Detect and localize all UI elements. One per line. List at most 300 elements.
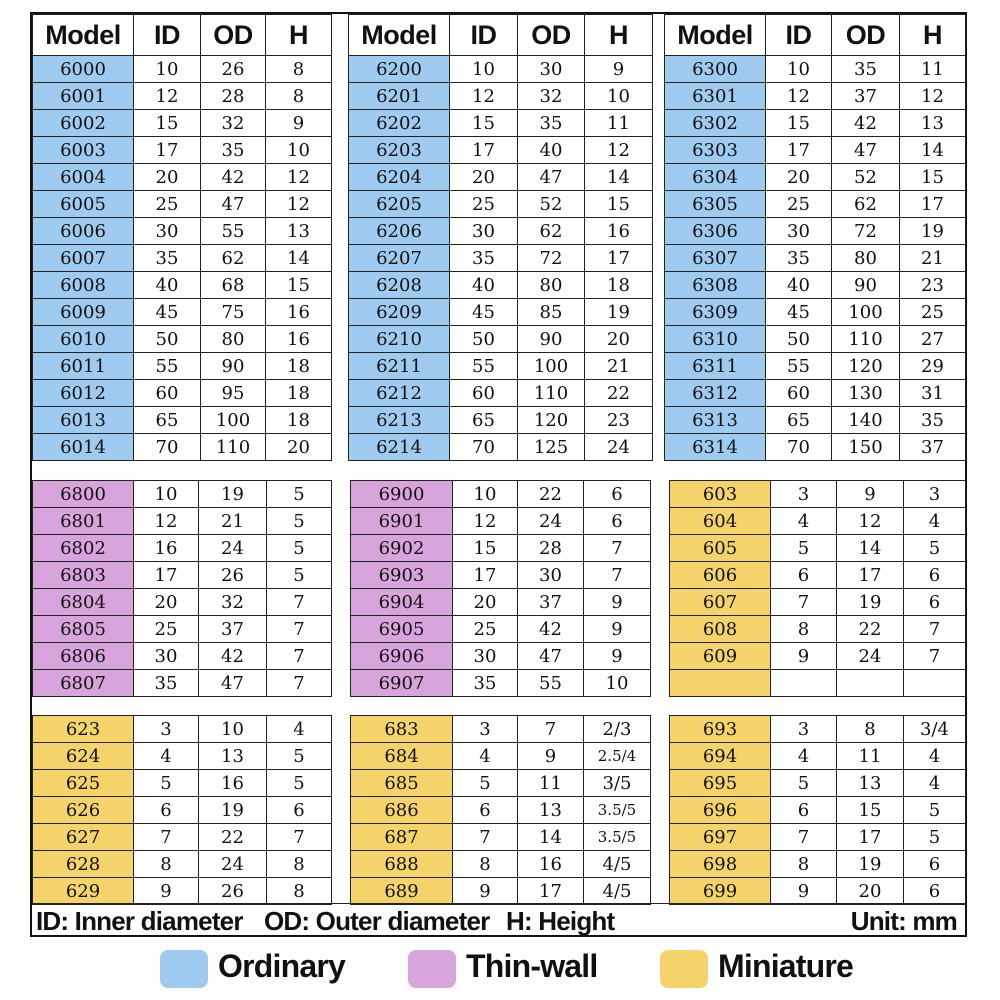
table-row [670,743,966,770]
inner-diameter-cell: 60 [450,380,518,407]
height-cell: 21 [900,245,966,272]
model-cell: 624 [33,743,134,770]
outer-diameter-cell: 37 [518,589,584,616]
header-od: OD [518,15,585,56]
outer-diameter-cell: 10 [199,716,267,743]
height-cell: 9 [584,589,651,616]
height-cell: 19 [900,218,966,245]
outer-diameter-cell: 68 [201,272,266,299]
height-cell: 7 [267,616,332,643]
model-cell: 6206 [349,218,450,245]
table-row [351,535,651,562]
ordinary-label: Ordinary [218,948,345,984]
height-cell: 9 [584,616,651,643]
table-row [349,218,653,245]
height-cell: 8 [267,851,332,878]
table-row [349,353,653,380]
table-row [351,481,651,508]
model-cell: 6006 [33,218,134,245]
outer-diameter-cell: 42 [832,110,900,137]
outer-diameter-cell: 80 [518,272,585,299]
model-cell: 685 [351,770,453,797]
table-row [349,191,653,218]
outer-diameter-cell: 28 [518,535,584,562]
inner-diameter-cell: 10 [450,56,518,83]
height-cell: 35 [900,407,966,434]
table-row [33,56,332,83]
header-h: H [900,15,966,56]
model-cell: 6004 [33,164,134,191]
table-row [33,272,332,299]
inner-diameter-cell: 5 [453,770,518,797]
outer-diameter-cell: 17 [837,562,904,589]
table-row [33,326,332,353]
table-row [33,824,332,851]
table-row [349,56,653,83]
inner-diameter-cell: 30 [450,218,518,245]
table-row [33,616,332,643]
h-definition: H: Height [506,906,615,936]
height-cell: 3.5/5 [584,824,651,851]
model-cell: 6214 [349,434,450,461]
inner-diameter-cell: 20 [453,589,518,616]
height-cell: 3/5 [584,770,651,797]
inner-diameter-cell: 4 [134,743,199,770]
height-cell: 27 [900,326,966,353]
model-cell: 604 [670,508,771,535]
outer-diameter-cell: 42 [518,616,584,643]
table-row [351,797,651,824]
table-row [351,643,651,670]
height-cell: 5 [267,535,332,562]
table-row [665,245,966,272]
header-od: OD [201,15,266,56]
height-cell: 4 [267,716,332,743]
height-cell: 8 [267,878,332,905]
miniature-680-series-table [350,715,650,905]
model-cell: 6303 [665,137,766,164]
inner-diameter-cell: 45 [134,299,201,326]
model-cell: 607 [670,589,771,616]
height-cell: 9 [266,110,332,137]
outer-diameter-cell: 55 [518,670,584,697]
inner-diameter-cell: 3 [453,716,518,743]
inner-diameter-cell: 12 [134,83,201,110]
inner-diameter-cell: 6 [134,797,199,824]
model-cell: 6306 [665,218,766,245]
model-cell: 6300 [665,56,766,83]
model-cell: 609 [670,643,771,670]
inner-diameter-cell: 65 [766,407,832,434]
height-cell: 37 [900,434,966,461]
height-cell: 7 [904,616,966,643]
outer-diameter-cell: 110 [201,434,266,461]
table-row [33,434,332,461]
outer-diameter-cell: 90 [201,353,266,380]
table-row [351,670,651,697]
inner-diameter-cell: 25 [766,191,832,218]
table-row [33,743,332,770]
height-cell: 5 [267,770,332,797]
inner-diameter-cell: 30 [134,218,201,245]
outer-diameter-cell: 52 [518,191,585,218]
outer-diameter-cell: 150 [832,434,900,461]
outer-diameter-cell: 110 [832,326,900,353]
table-row [670,643,966,670]
inner-diameter-cell: 30 [453,643,518,670]
model-cell: 6007 [33,245,134,272]
table-row [351,589,651,616]
height-cell: 25 [900,299,966,326]
inner-diameter-cell: 20 [134,164,201,191]
model-cell: 696 [670,797,771,824]
table-row [349,326,653,353]
table-row [351,851,651,878]
height-cell: 5 [904,535,966,562]
model-cell: 6800 [33,481,134,508]
inner-diameter-cell: 8 [453,851,518,878]
table-row [665,407,966,434]
model-cell: 6009 [33,299,134,326]
model-cell: 688 [351,851,453,878]
inner-diameter-cell: 7 [771,824,837,851]
outer-diameter-cell: 95 [201,380,266,407]
model-cell: 693 [670,716,771,743]
height-cell: 14 [266,245,332,272]
inner-diameter-cell: 10 [134,56,201,83]
header-model: Model [665,15,766,56]
outer-diameter-cell: 52 [832,164,900,191]
model-cell: 6903 [351,562,453,589]
inner-diameter-cell: 50 [766,326,832,353]
table-row [33,110,332,137]
model-cell: 695 [670,770,771,797]
model-cell: 6901 [351,508,453,535]
inner-diameter-cell: 5 [771,770,837,797]
model-cell: 6308 [665,272,766,299]
height-cell: 31 [900,380,966,407]
model-cell: 6312 [665,380,766,407]
model-cell: 6001 [33,83,134,110]
table-row [665,83,966,110]
inner-diameter-cell: 60 [134,380,201,407]
inner-diameter-cell: 6 [771,562,837,589]
outer-diameter-cell: 19 [199,797,267,824]
outer-diameter-cell: 11 [518,770,584,797]
height-cell: 14 [900,137,966,164]
height-cell: 11 [585,110,653,137]
outer-diameter-cell: 47 [518,164,585,191]
header-id: ID [134,15,201,56]
outer-diameter-cell: 120 [832,353,900,380]
table-row [33,797,332,824]
height-cell: 4/5 [584,878,651,905]
inner-diameter-cell: 3 [771,716,837,743]
table-row [665,272,966,299]
height-cell: 29 [900,353,966,380]
height-cell: 10 [266,137,332,164]
outer-diameter-cell: 72 [832,218,900,245]
height-cell: 17 [900,191,966,218]
height-cell: 13 [900,110,966,137]
outer-diameter-cell: 21 [199,508,267,535]
inner-diameter-cell: 8 [134,851,199,878]
model-cell: 6907 [351,670,453,697]
header-h: H [266,15,332,56]
outer-diameter-cell: 24 [199,535,267,562]
table-row [351,824,651,851]
outer-diameter-cell: 100 [201,407,266,434]
inner-diameter-cell: 3 [771,481,837,508]
model-cell: 6013 [33,407,134,434]
inner-diameter-cell: 17 [134,137,201,164]
height-cell: 3 [904,481,966,508]
table-row [349,272,653,299]
model-cell: 625 [33,770,134,797]
table-row [670,851,966,878]
outer-diameter-cell: 35 [201,137,266,164]
table-row [665,299,966,326]
model-cell: 6310 [665,326,766,353]
height-cell: 23 [900,272,966,299]
height-cell: 18 [266,353,332,380]
inner-diameter-cell: 65 [134,407,201,434]
height-cell [904,670,966,697]
inner-diameter-cell: 9 [771,643,837,670]
miniature-label: Miniature [718,948,854,984]
model-cell: 628 [33,851,134,878]
inner-diameter-cell: 7 [771,589,837,616]
outer-diameter-cell: 28 [201,83,266,110]
model-cell: 6905 [351,616,453,643]
outer-diameter-cell: 30 [518,562,584,589]
outer-diameter-cell: 75 [201,299,266,326]
model-cell: 6008 [33,272,134,299]
height-cell: 23 [585,407,653,434]
model-cell: 6005 [33,191,134,218]
model-cell: 6003 [33,137,134,164]
outer-diameter-cell: 90 [518,326,585,353]
outer-diameter-cell: 85 [518,299,585,326]
height-cell: 7 [267,643,332,670]
table-row [670,562,966,589]
inner-diameter-cell: 55 [450,353,518,380]
model-cell: 623 [33,716,134,743]
height-cell: 6 [904,562,966,589]
abbreviation-footer [32,903,965,938]
inner-diameter-cell: 17 [453,562,518,589]
inner-diameter-cell: 6 [453,797,518,824]
table-row [33,589,332,616]
model-cell: 605 [670,535,771,562]
outer-diameter-cell: 9 [518,743,584,770]
height-cell: 8 [266,56,332,83]
table-row [351,716,651,743]
height-cell: 5 [267,508,332,535]
table-row [665,56,966,83]
model-cell: 6906 [351,643,453,670]
header-id: ID [450,15,518,56]
outer-diameter-cell: 62 [832,191,900,218]
outer-diameter-cell: 125 [518,434,585,461]
inner-diameter-cell: 4 [771,743,837,770]
outer-diameter-cell: 22 [199,824,267,851]
thin-wall-swatch [408,950,456,988]
height-cell: 6 [904,851,966,878]
model-cell: 6304 [665,164,766,191]
model-cell: 6011 [33,353,134,380]
inner-diameter-cell: 20 [450,164,518,191]
outer-diameter-cell: 16 [518,851,584,878]
height-cell: 7 [584,535,651,562]
model-cell: 6314 [665,434,766,461]
table-row [665,137,966,164]
inner-diameter-cell: 60 [766,380,832,407]
table-row [33,508,332,535]
miniature-620-series-table [32,715,331,905]
inner-diameter-cell: 9 [453,878,518,905]
model-cell: 683 [351,716,453,743]
outer-diameter-cell: 13 [837,770,904,797]
outer-diameter-cell: 30 [518,56,585,83]
table-row [670,616,966,643]
outer-diameter-cell: 37 [832,83,900,110]
bearing-size-chart [30,12,967,937]
outer-diameter-cell: 19 [837,851,904,878]
table-row [349,434,653,461]
model-cell: 6202 [349,110,450,137]
model-cell: 606 [670,562,771,589]
table-row [33,643,332,670]
model-cell: 6213 [349,407,450,434]
table-row [33,770,332,797]
inner-diameter-cell: 10 [766,56,832,83]
inner-diameter-cell: 20 [766,164,832,191]
inner-diameter-cell: 35 [134,670,199,697]
table-row [351,508,651,535]
height-cell: 5 [267,481,332,508]
outer-diameter-cell: 40 [518,137,585,164]
model-cell: 6012 [33,380,134,407]
table-row [349,407,653,434]
model-cell: 6309 [665,299,766,326]
outer-diameter-cell: 47 [832,137,900,164]
outer-diameter-cell: 140 [832,407,900,434]
outer-diameter-cell: 55 [201,218,266,245]
model-cell: 6904 [351,589,453,616]
table-row [665,110,966,137]
inner-diameter-cell: 40 [766,272,832,299]
ordinary-swatch [160,950,208,988]
model-cell: 6807 [33,670,134,697]
height-cell: 8 [266,83,332,110]
height-cell: 7 [267,589,332,616]
outer-diameter-cell: 100 [832,299,900,326]
table-row [349,83,653,110]
table-row [665,164,966,191]
outer-diameter-cell: 16 [199,770,267,797]
outer-diameter-cell: 47 [201,191,266,218]
outer-diameter-cell: 20 [837,878,904,905]
table-row [351,616,651,643]
height-cell: 12 [266,164,332,191]
outer-diameter-cell: 14 [518,824,584,851]
table-row [33,670,332,697]
table-row [670,670,966,697]
header-model: Model [33,15,134,56]
model-cell: 6805 [33,616,134,643]
table-row [349,380,653,407]
inner-diameter-cell: 6 [771,797,837,824]
height-cell: 7 [904,643,966,670]
table-row [33,191,332,218]
height-cell: 24 [585,434,653,461]
height-cell: 7 [267,670,332,697]
model-cell [670,670,771,697]
inner-diameter-cell: 15 [453,535,518,562]
outer-diameter-cell: 32 [199,589,267,616]
outer-diameter-cell: 19 [199,481,267,508]
header-od: OD [832,15,900,56]
inner-diameter-cell: 15 [450,110,518,137]
miniature-600-series-table [669,480,965,697]
model-cell: 6212 [349,380,450,407]
height-cell: 21 [585,353,653,380]
inner-diameter-cell: 65 [450,407,518,434]
outer-diameter-cell: 32 [201,110,266,137]
outer-diameter-cell: 17 [518,878,584,905]
inner-diameter-cell: 35 [453,670,518,697]
height-cell: 5 [267,562,332,589]
thin-wall-6900-series-table [350,480,650,697]
inner-diameter-cell: 8 [771,616,837,643]
inner-diameter-cell: 7 [134,824,199,851]
table-row [351,562,651,589]
id-definition: ID: Inner diameter [36,906,243,936]
inner-diameter-cell: 12 [453,508,518,535]
table-row [33,535,332,562]
inner-diameter-cell: 3 [134,716,199,743]
inner-diameter-cell: 50 [450,326,518,353]
outer-diameter-cell: 26 [199,562,267,589]
inner-diameter-cell: 7 [453,824,518,851]
table-row [349,137,653,164]
outer-diameter-cell: 13 [199,743,267,770]
inner-diameter-cell: 30 [766,218,832,245]
outer-diameter-cell: 22 [837,616,904,643]
inner-diameter-cell: 25 [450,191,518,218]
inner-diameter-cell: 17 [134,562,199,589]
outer-diameter-cell: 9 [837,481,904,508]
outer-diameter-cell: 90 [832,272,900,299]
table-row [33,245,332,272]
outer-diameter-cell: 42 [201,164,266,191]
model-cell: 6806 [33,643,134,670]
header-model: Model [349,15,450,56]
outer-diameter-cell: 24 [199,851,267,878]
outer-diameter-cell: 26 [201,56,266,83]
height-cell: 17 [585,245,653,272]
height-cell: 4 [904,770,966,797]
inner-diameter-cell: 25 [134,191,201,218]
model-cell: 6307 [665,245,766,272]
table-row [665,218,966,245]
table-row [349,245,653,272]
model-cell: 6000 [33,56,134,83]
model-cell: 6305 [665,191,766,218]
model-cell: 6201 [349,83,450,110]
inner-diameter-cell: 4 [771,508,837,535]
